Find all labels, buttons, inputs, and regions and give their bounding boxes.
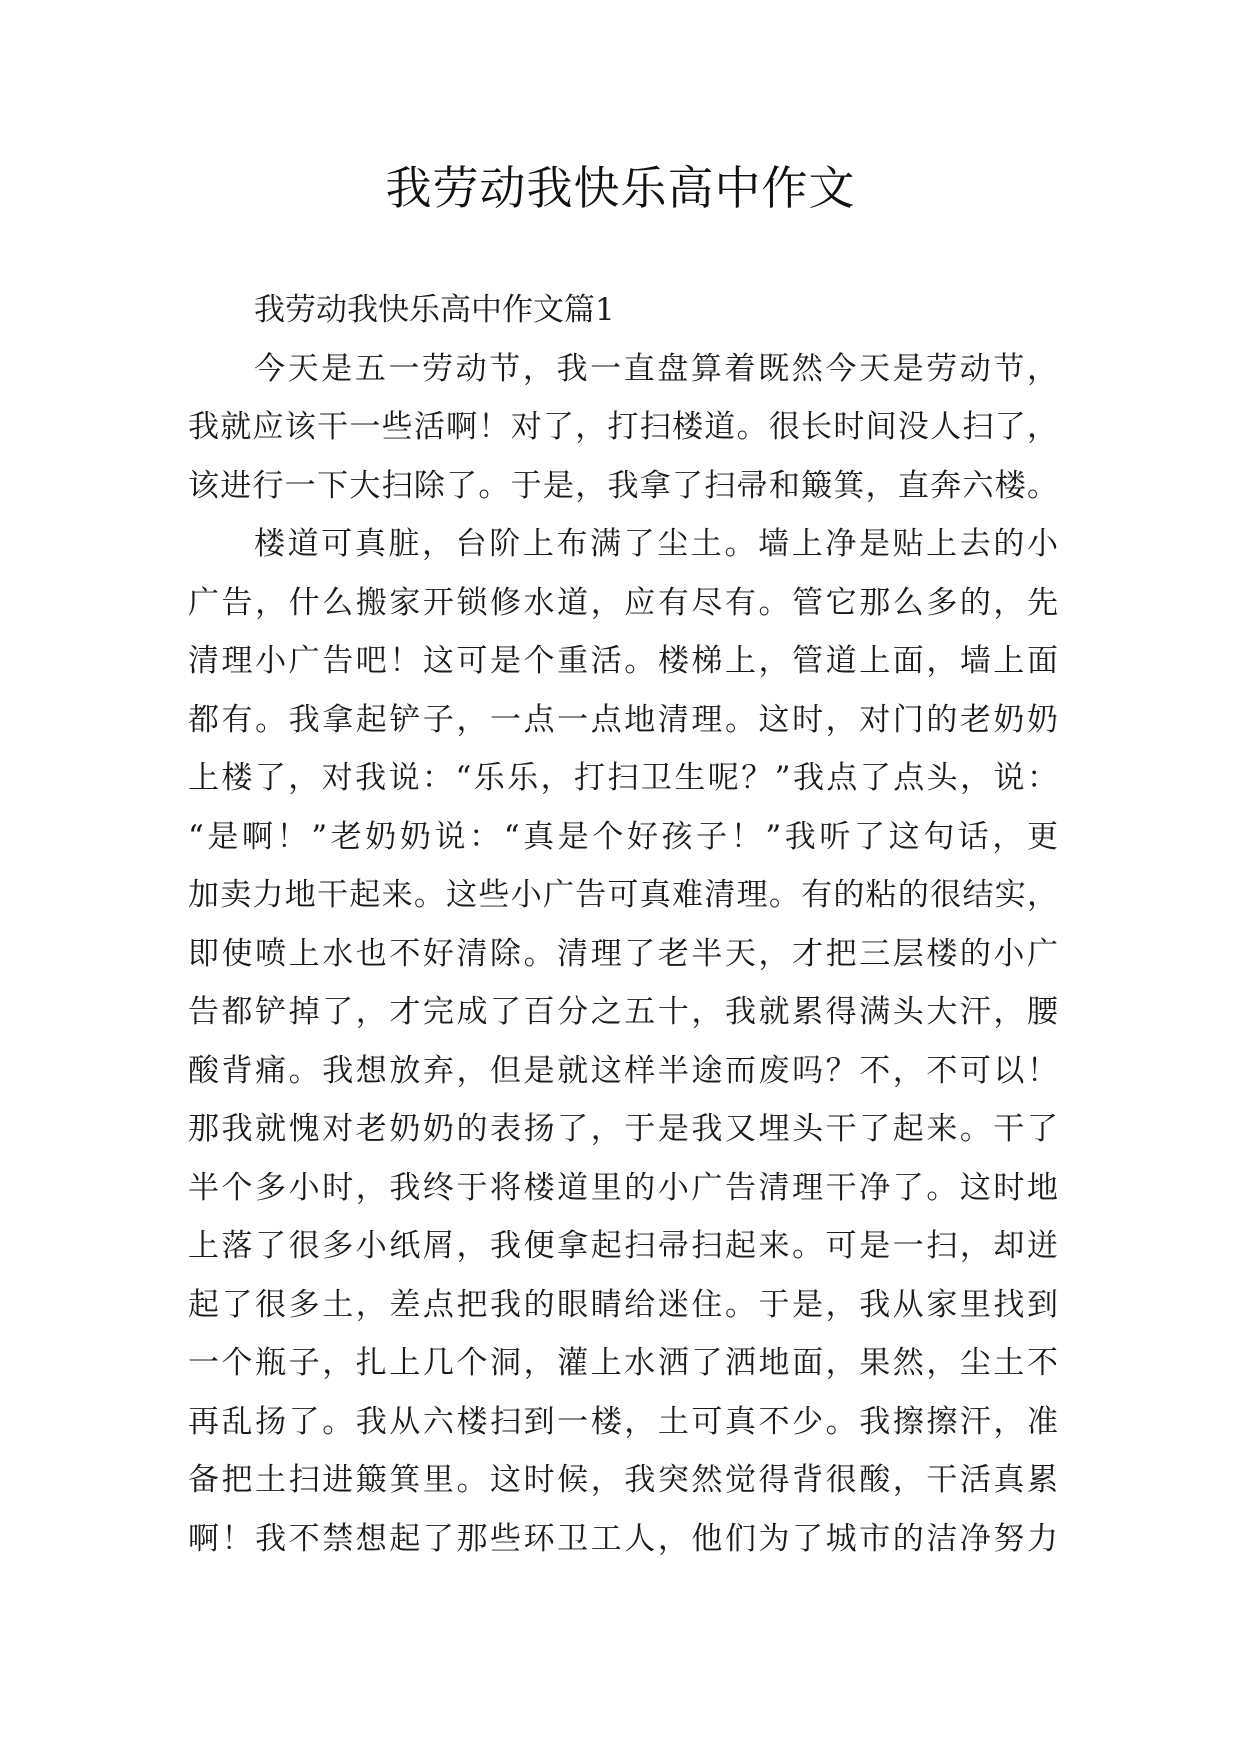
text-line: 都有。我拿起铲子，一点一点地清理。这时，对门的老奶奶 <box>188 701 1058 738</box>
text-line: 半个多小时，我终于将楼道里的小广告清理干净了。这时地 <box>188 1169 1058 1206</box>
text-line: 楼道可真脏，台阶上布满了尘土。墙上净是贴上去的小 <box>254 526 1058 562</box>
text-line: 加卖力地干起来。这些小广告可真难清理。有的粘的很结实， <box>188 877 1058 913</box>
text-line: 备把土扫进簸箕里。这时候，我突然觉得背很酸，干活真累 <box>188 1462 1058 1498</box>
text-line: 酸背痛。我想放弃，但是就这样半途而废吗？不，不可以！ <box>188 1052 1058 1089</box>
paragraph-1 <box>188 340 1058 516</box>
text-line: 清理小广告吧！这可是个重活。楼梯上，管道上面，墙上面 <box>188 643 1058 679</box>
text-line: 告都铲掉了，才完成了百分之五十，我就累得满头大汗，腰 <box>188 994 1058 1030</box>
text-line: 该进行一下大扫除了。于是，我拿了扫帚和簸箕，直奔六楼。 <box>188 467 1058 504</box>
text-line: “是啊！”老奶奶说：“真是个好孩子！”我听了这句话，更 <box>188 818 1058 855</box>
text-line: 即使喷上水也不好清除。清理了老半天，才把三层楼的小广 <box>188 935 1058 972</box>
text-line: 一个瓶子，扎上几个洞，灌上水洒了洒地面，果然，尘土不 <box>188 1345 1058 1381</box>
text-line: 起了很多土，差点把我的眼睛给迷住。于是，我从家里找到 <box>188 1286 1058 1323</box>
document-body <box>188 281 1058 1568</box>
document-title: 我劳动我快乐高中作文 <box>385 161 856 215</box>
text-line: 今天是五一劳动节，我一直盘算着既然今天是劳动节， <box>254 350 1058 387</box>
text-line: 我就应该干一些活啊！对了，打扫楼道。很长时间没人扫了， <box>188 409 1058 445</box>
text-line: 上楼了，对我说：“乐乐，打扫卫生呢？”我点了点头，说： <box>188 760 1058 796</box>
text-line: 那我就愧对老奶奶的表扬了，于是我又埋头干了起来。干了 <box>188 1111 1058 1147</box>
text-line: 上落了很多小纸屑，我便拿起扫帚扫起来。可是一扫，却迸 <box>188 1228 1058 1264</box>
text-line: 再乱扬了。我从六楼扫到一楼，土可真不少。我擦擦汗，准 <box>188 1403 1058 1440</box>
text-line: 啊！我不禁想起了那些环卫工人，他们为了城市的洁净努力 <box>188 1520 1058 1557</box>
text-line: 广告，什么搬家开锁修水道，应有尽有。管它那么多的，先 <box>188 584 1058 621</box>
paragraph-2 <box>188 515 1058 1568</box>
section-heading: 我劳动我快乐高中作文篇1 <box>254 292 615 328</box>
